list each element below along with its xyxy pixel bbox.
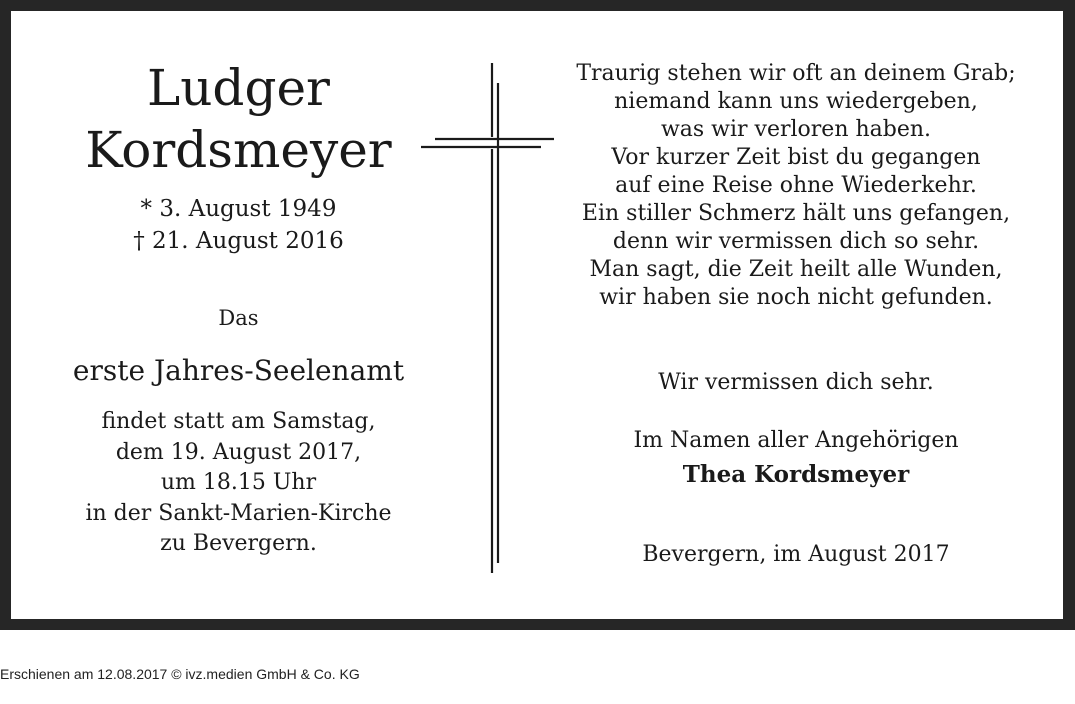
place-date: Bevergern, im August 2017 <box>642 542 950 567</box>
service-detail-line: dem 19. August 2017, <box>115 439 362 465</box>
deceased-first-name: Ludger <box>147 59 330 117</box>
poem-line: was wir verloren haben. <box>660 117 932 142</box>
publication-footer: Erschienen am 12.08.2017 © ivz.medien GmbH & Co. KG <box>0 666 360 682</box>
poem-line: denn wir vermissen dich so sehr. <box>612 229 980 254</box>
right-column <box>571 60 1021 570</box>
birth-date: * 3. August 1949 <box>140 196 337 222</box>
obituary-content <box>11 11 1063 619</box>
service-details <box>51 407 426 560</box>
service-title: erste Jahres-Seelenamt <box>72 354 405 387</box>
life-dates <box>51 193 426 257</box>
poem-line: Traurig stehen wir oft an deinem Grab; <box>576 61 1016 86</box>
service-detail-line: findet statt am Samstag, <box>101 409 376 434</box>
on-behalf-line: Im Namen aller Angehörigen <box>633 428 959 453</box>
poem-line: Man sagt, die Zeit heilt alle Wunden, <box>589 257 1003 282</box>
signer-name: Thea Kordsmeyer <box>682 461 910 488</box>
poem-line: auf eine Reise ohne Wiederkehr. <box>615 173 977 198</box>
poem-line: Ein stiller Schmerz hält uns gefangen, <box>581 201 1011 226</box>
service-detail-line: zu Bevergern. <box>160 531 317 556</box>
service-detail-line: um 18.15 Uhr <box>160 470 317 495</box>
service-detail-line: in der Sankt-Marien-Kirche <box>85 500 392 526</box>
poem-line: wir haben sie noch nicht gefunden. <box>599 285 993 310</box>
poem-line: Vor kurzer Zeit bist du gegangen <box>611 145 981 170</box>
death-date: † 21. August 2016 <box>133 228 344 254</box>
poem-line: niemand kann uns wiedergeben, <box>614 89 978 114</box>
cross-icon <box>421 63 556 573</box>
article-das: Das <box>218 306 259 330</box>
deceased-last-name: Kordsmeyer <box>85 121 392 179</box>
left-column <box>51 57 426 560</box>
poem <box>571 60 1021 312</box>
miss-you-line: Wir vermissen dich sehr. <box>658 370 934 395</box>
